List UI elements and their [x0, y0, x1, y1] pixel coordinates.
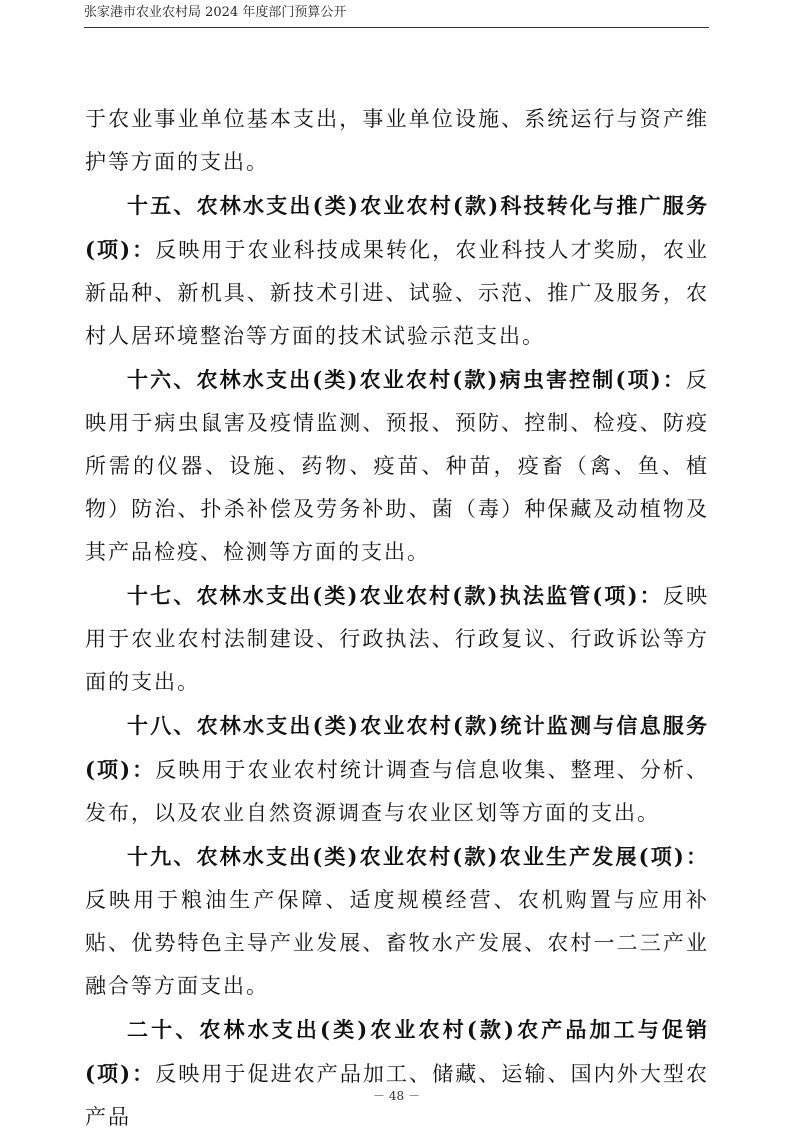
paragraph-text: 反映用于促进农产品加工、储藏、运输、国内外大型农产品	[85, 1062, 709, 1129]
paragraph-title: 十五、农林水支出(类)农业农村(款)科技转化与推广服务(项)：	[85, 193, 709, 262]
paragraph-item-17	[85, 574, 709, 704]
paragraph-text: 反映用于农业农村统计调查与信息收集、整理、分析、发布，以及农业自然资源调查与农业区划等方面的支出。	[85, 758, 709, 825]
paragraph-item-19	[85, 835, 709, 1008]
header-rule	[84, 27, 709, 28]
paragraph-item-20	[85, 1008, 709, 1139]
paragraph-title: 十六、农林水支出(类)农业农村(款)病虫害控制(项)：	[127, 367, 686, 392]
paragraph-item-16	[85, 358, 709, 574]
paragraph-text: 于农业事业单位基本支出，事业单位设施、系统运行与资产维护等方面的支出。	[85, 107, 709, 174]
paragraph-item-15	[85, 184, 709, 358]
paragraph-continuation	[85, 97, 709, 184]
page-number: － 48 －	[373, 1089, 420, 1103]
paragraph-text: 反映用于粮油生产保障、适度规模经营、农机购置与应用补贴、优势特色主导产业发展、畜牧水产发展、农村一二三产业融合等方面支出。	[85, 888, 709, 998]
paragraph-text: 反映用于病虫鼠害及疫情监测、预报、预防、控制、检疫、防疫所需的仪器、设施、药物、疫苗、种苗，疫畜（禽、鱼、植物）防治、扑杀补偿及劳务补助、菌（毒）种保藏及动植物及其产品检疫、检测等方面的支出。	[85, 368, 709, 564]
paragraph-text: 反映用于农业科技成果转化，农业科技人才奖励，农业新品种、新机具、新技术引进、试验、示范、推广及服务，农村人居环境整治等方面的技术试验示范支出。	[85, 238, 709, 348]
page-header: 张家港市农业农村局 2024 年度部门预算公开	[84, 5, 347, 20]
document-body	[85, 97, 709, 1139]
paragraph-title: 十八、农林水支出(类)农业农村(款)统计监测与信息服务(项)：	[85, 713, 709, 782]
paragraph-title: 十九、农林水支出(类)农业农村(款)农业生产发展(项)：	[127, 844, 709, 869]
paragraph-text: 反映用于农业农村法制建设、行政执法、行政复议、行政诉讼等方面的支出。	[85, 584, 709, 694]
paragraph-title: 十七、农林水支出(类)农业农村(款)执法监管(项)：	[127, 583, 663, 608]
paragraph-item-18	[85, 704, 709, 835]
paragraph-title: 二十、农林水支出(类)农业农村(款)农产品加工与促销(项)：	[85, 1017, 709, 1086]
